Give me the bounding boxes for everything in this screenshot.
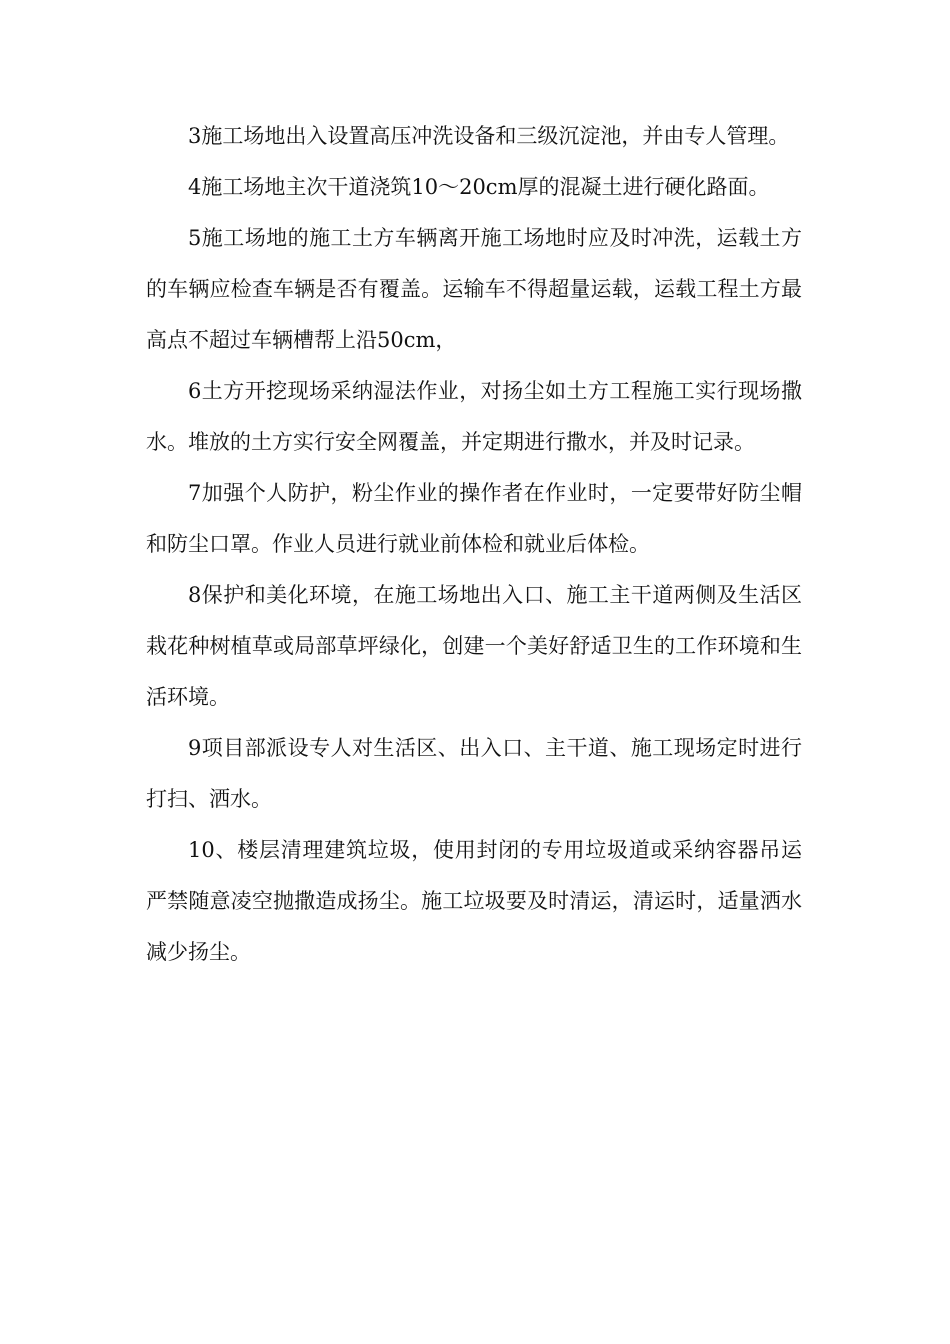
document-page <box>146 111 802 978</box>
paragraph-3: 3施工场地出入设置高压冲洗设备和三级沉淀池，并由专人管理。 <box>188 124 790 148</box>
paragraph-9: 9项目部派设专人对生活区、出入口、主干道、施工现场定时进行打扫、洒水。 <box>146 736 802 811</box>
paragraph-7: 7加强个人防护，粉尘作业的操作者在作业时，一定要带好防尘帽和防尘口罩。作业人员进行就业前体检和就业后体检。 <box>146 481 802 556</box>
paragraph-6: 6土方开挖现场采纳湿法作业，对扬尘如土方工程施工实行现场撒水。堆放的土方实行安全网覆盖，并定期进行撒水，并及时记录。 <box>146 379 802 454</box>
paragraph-10: 10、楼层清理建筑垃圾，使用封闭的专用垃圾道或采纳容器吊运严禁随意凌空抛撒造成扬尘。施工垃圾要及时清运，清运时，适量洒水减少扬尘。 <box>146 838 802 964</box>
paragraph-4: 4施工场地主次干道浇筑10～20cm厚的混凝土进行硬化路面。 <box>188 175 770 199</box>
paragraph-5: 5施工场地的施工土方车辆离开施工场地时应及时冲洗，运载土方的车辆应检查车辆是否有覆盖。运输车不得超量运载，运载工程土方最高点不超过车辆槽帮上沿50cm， <box>146 226 802 352</box>
paragraph-8: 8保护和美化环境，在施工场地出入口、施工主干道两侧及生活区栽花种树植草或局部草坪绿化，创建一个美好舒适卫生的工作环境和生活环境。 <box>146 583 802 709</box>
